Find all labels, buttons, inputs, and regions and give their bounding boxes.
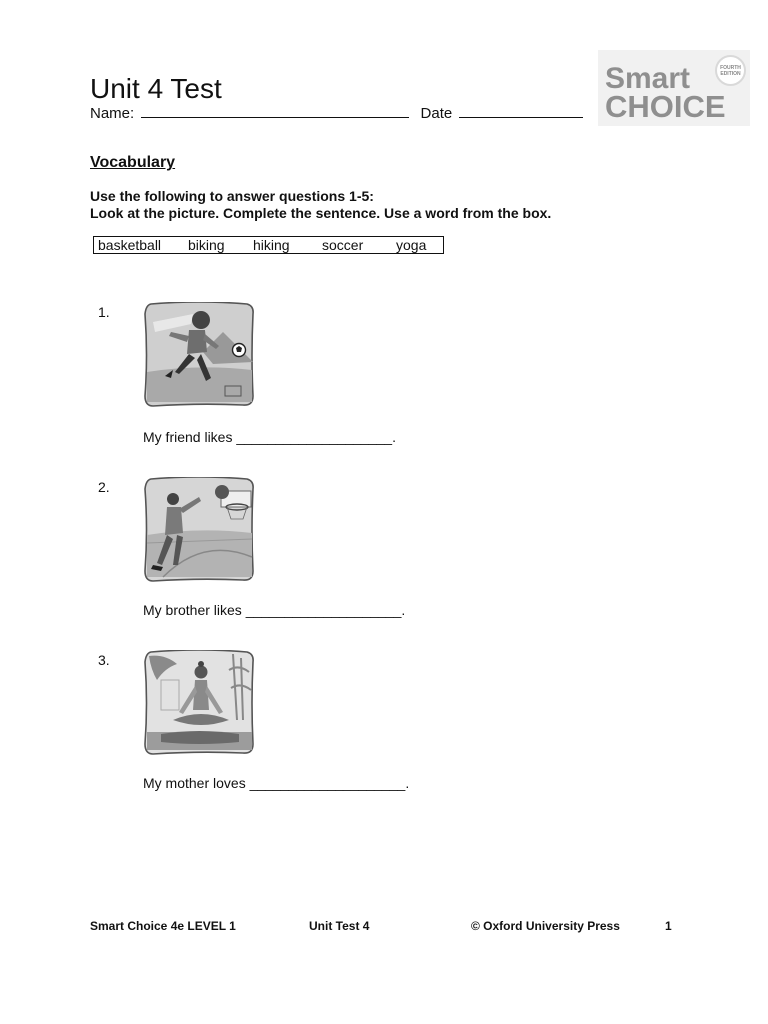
basketball-player-illustration bbox=[143, 477, 256, 583]
name-field[interactable] bbox=[141, 103, 409, 118]
logo-line-1: Smart bbox=[605, 62, 691, 95]
answer-blank[interactable]: ____________________. bbox=[249, 775, 410, 791]
instruction-line-1: Use the following to answer questions 1-5: bbox=[90, 188, 374, 204]
sentence-text: My friend likes bbox=[143, 429, 233, 445]
soccer-player-illustration bbox=[143, 302, 256, 408]
word-box-item: biking bbox=[188, 237, 225, 253]
question-number: 1. bbox=[98, 304, 110, 320]
smart-choice-logo bbox=[598, 50, 750, 126]
yoga-woman-illustration bbox=[143, 650, 256, 756]
section-title: Vocabulary bbox=[90, 154, 176, 171]
word-box bbox=[93, 236, 444, 254]
question-sentence bbox=[143, 602, 405, 618]
question-sentence bbox=[143, 429, 396, 445]
page-title: Unit 4 Test bbox=[90, 73, 222, 104]
answer-blank[interactable]: ____________________. bbox=[236, 429, 396, 445]
word-box-item: yoga bbox=[396, 237, 427, 253]
instruction-line-2: Look at the picture. Complete the sentence. Use a word from the box. bbox=[90, 205, 552, 221]
question-number: 2. bbox=[98, 479, 110, 495]
name-date-line bbox=[90, 103, 583, 123]
footer-copyright: © Oxford University Press bbox=[471, 919, 620, 933]
word-box-item: soccer bbox=[322, 237, 364, 253]
name-label: Name: bbox=[90, 105, 135, 122]
answer-blank[interactable]: ____________________. bbox=[245, 602, 406, 618]
logo-line-2: CHOICE bbox=[605, 89, 726, 124]
word-box-item: basketball bbox=[98, 237, 162, 253]
date-label: Date bbox=[420, 105, 453, 122]
sentence-text: My mother loves bbox=[143, 775, 246, 791]
sentence-text: My brother likes bbox=[143, 602, 242, 618]
footer-book: Smart Choice 4e LEVEL 1 bbox=[90, 919, 236, 933]
question-number: 3. bbox=[98, 652, 110, 668]
page-number: 1 bbox=[665, 919, 672, 933]
date-field[interactable] bbox=[459, 103, 583, 118]
word-box-item: hiking bbox=[253, 237, 290, 253]
question-sentence bbox=[143, 775, 409, 791]
edition-badge: FOURTH EDITION bbox=[715, 55, 746, 86]
footer-test: Unit Test 4 bbox=[309, 919, 370, 933]
